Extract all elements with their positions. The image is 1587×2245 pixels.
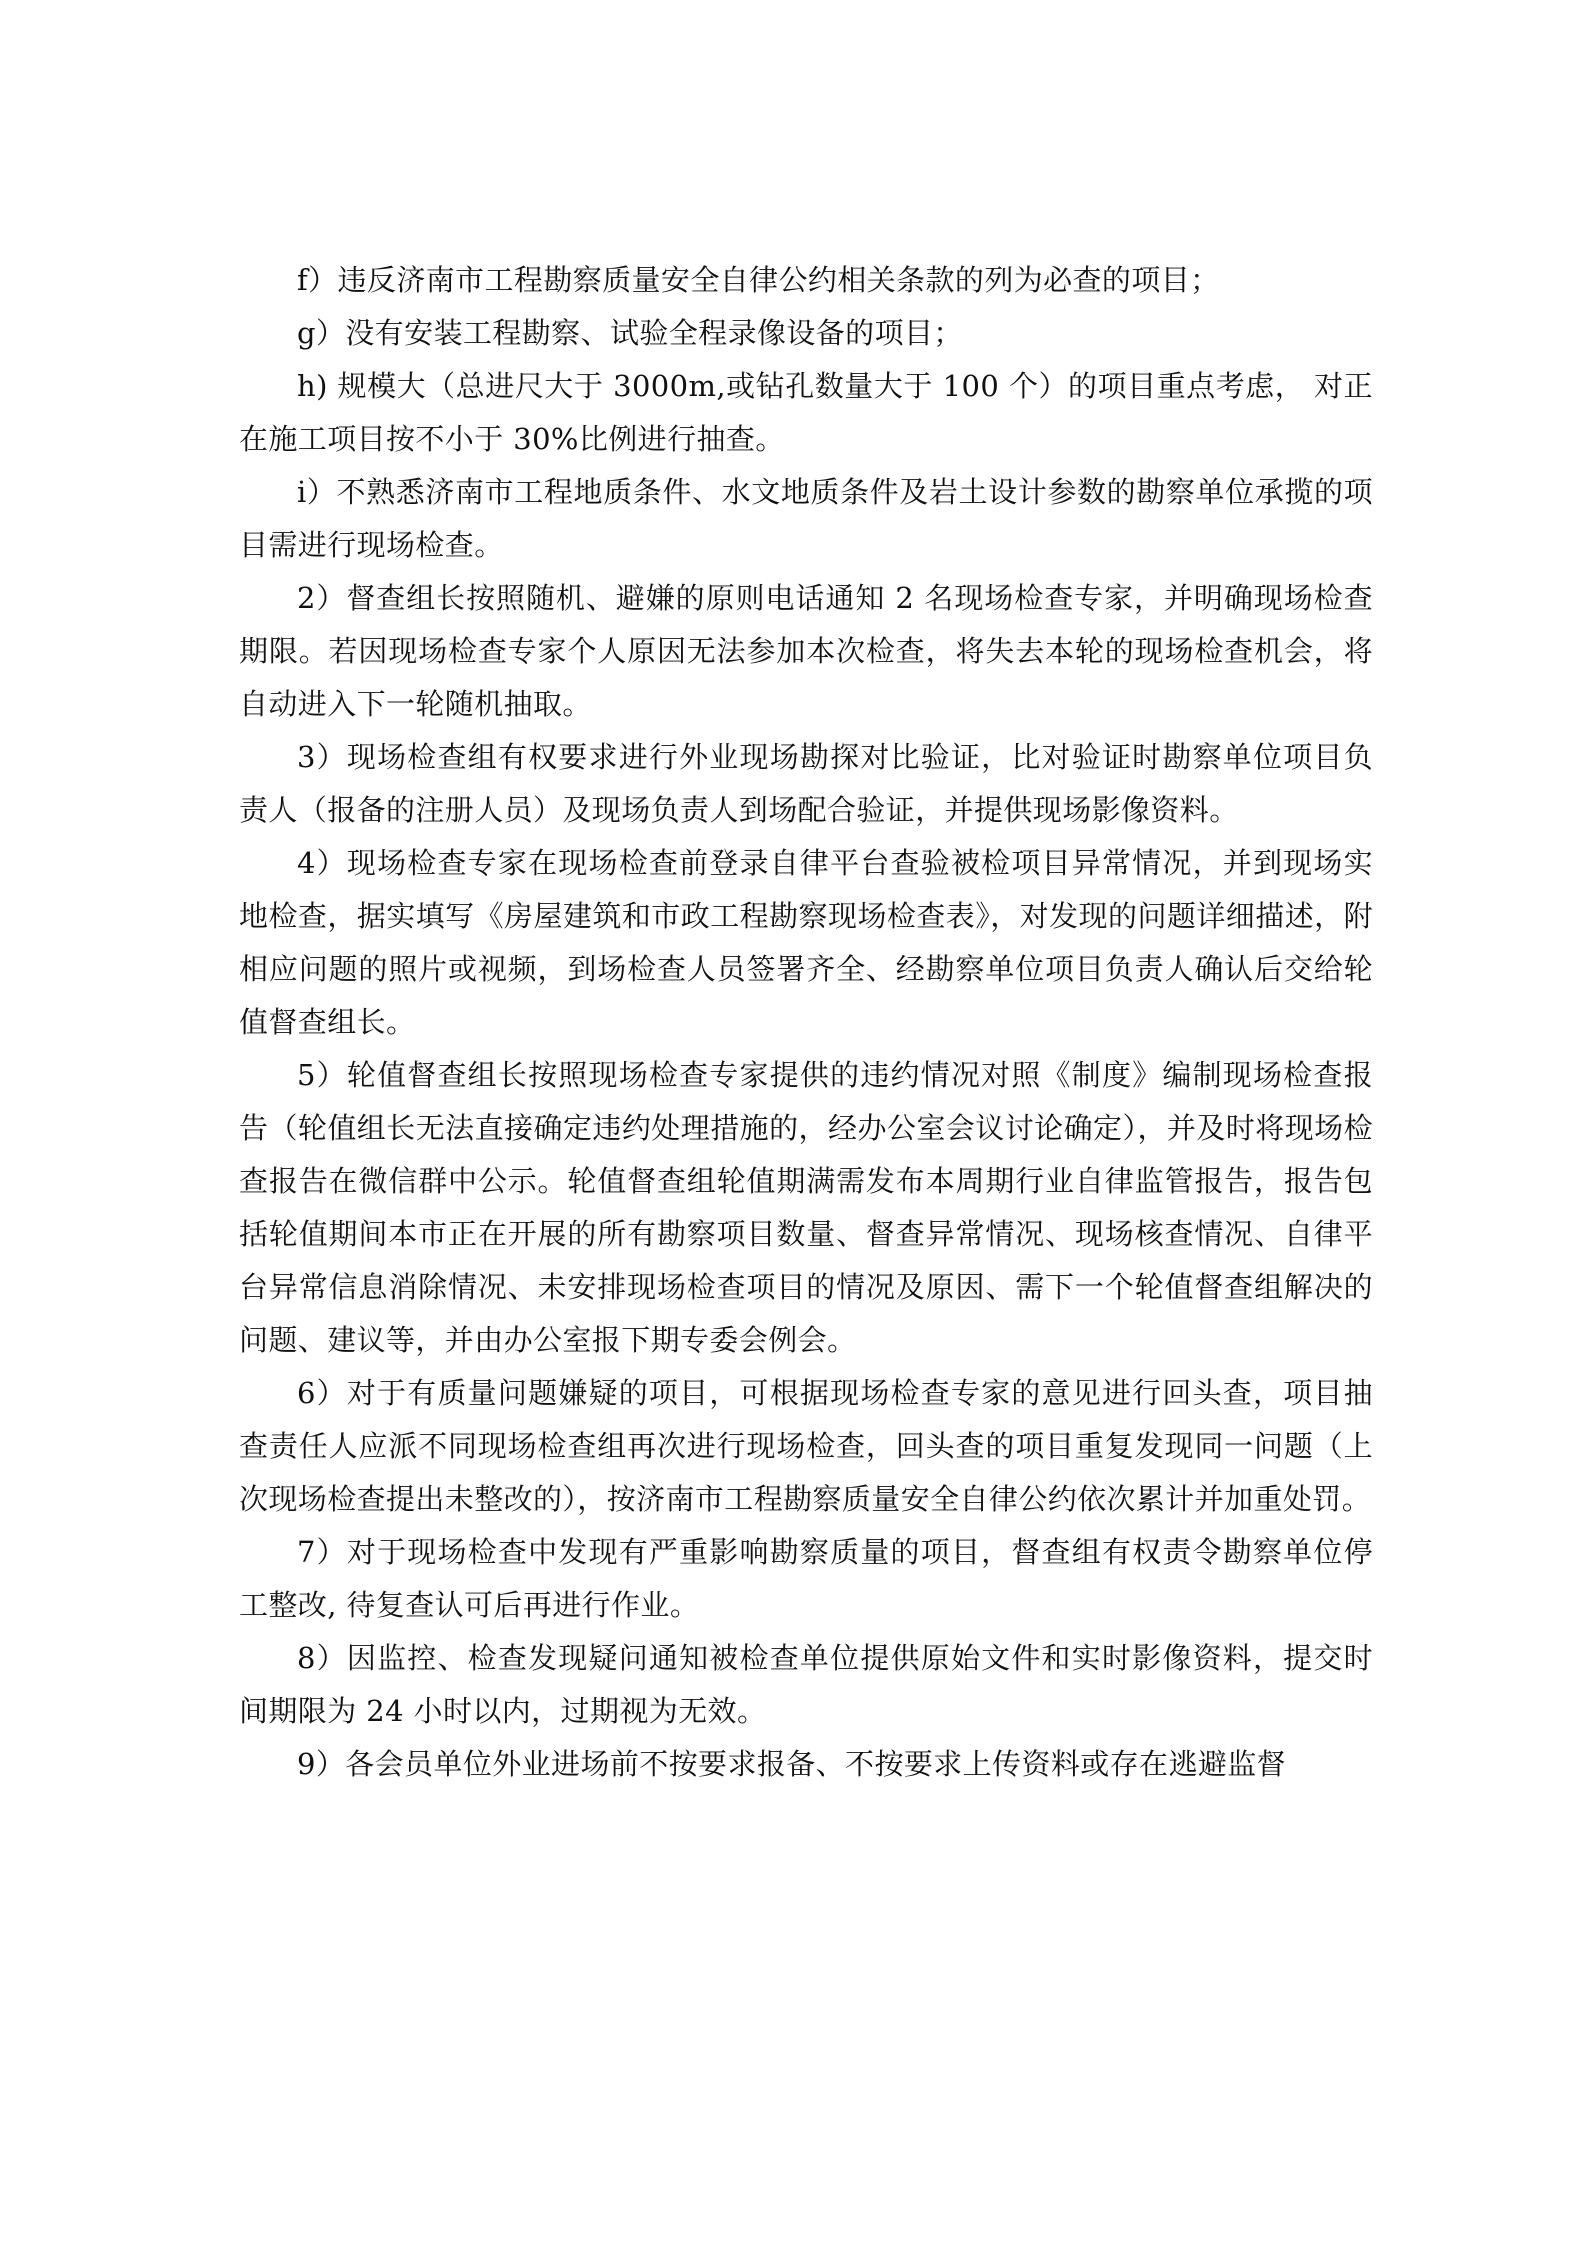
- paragraph-f: f）违反济南市工程勘察质量安全自律公约相关条款的列为必查的项目；: [297, 263, 1220, 297]
- paragraph-6: 6）对于有质量问题嫌疑的项目，可根据现场检查专家的意见进行回头查，项目抽查责任人应派不同现场检查组再次进行现场检查，回头查的项目重复发现同一问题（上次现场检查提出未整改的），按济南市工程勘察质量安全自律公约依次累计并加重处罚。: [239, 1376, 1373, 1516]
- paragraph-i: i）不熟悉济南市工程地质条件、水文地质条件及岩土设计参数的勘察单位承揽的项目需进行现场检查。: [239, 475, 1373, 562]
- paragraph-h: h) 规模大（总进尺大于 3000m,或钻孔数量大于 100 个）的项目重点考虑， 对正在施工项目按不小于 30%比例进行抽查。: [239, 369, 1373, 456]
- document-body: [239, 254, 1373, 1791]
- paragraph-5: 5）轮值督查组长按照现场检查专家提供的违约情况对照《制度》编制现场检查报告（轮值组长无法直接确定违约处理措施的，经办公室会议讨论确定），并及时将现场检查报告在微信群中公示。轮值督查组轮值期满需发布本周期行业自律监管报告，报告包括轮值期间本市正在开展的所有勘察项目数量、督查异常情况、现场核查情况、自律平台异常信息消除情况、未安排现场检查项目的情况及原因、需下一个轮值督查组解决的问题、建议等，并由办公室报下期专委会例会。: [239, 1058, 1373, 1357]
- paragraph-7: 7）对于现场检查中发现有严重影响勘察质量的项目，督查组有权责令勘察单位停工整改, 待复查认可后再进行作业。: [239, 1535, 1373, 1622]
- paragraph-3: 3）现场检查组有权要求进行外业现场勘探对比验证，比对验证时勘察单位项目负责人（报备的注册人员）及现场负责人到场配合验证，并提供现场影像资料。: [239, 740, 1373, 827]
- paragraph-2: 2）督查组长按照随机、避嫌的原则电话通知 2 名现场检查专家，并明确现场检查期限。若因现场检查专家个人原因无法参加本次检查，将失去本轮的现场检查机会，将自动进入下一轮随机抽取。: [239, 581, 1373, 721]
- paragraph-9: 9）各会员单位外业进场前不按要求报备、不按要求上传资料或存在逃避监督: [297, 1747, 1287, 1781]
- paragraph-4: 4）现场检查专家在现场检查前登录自律平台查验被检项目异常情况，并到现场实地检查，据实填写《房屋建筑和市政工程勘察现场检查表》，对发现的问题详细描述，附相应问题的照片或视频，到场检查人员签署齐全、经勘察单位项目负责人确认后交给轮值督查组长。: [239, 846, 1373, 1039]
- paragraph-g: g）没有安装工程勘察、试验全程录像设备的项目；: [297, 316, 963, 350]
- paragraph-8: 8）因监控、检查发现疑问通知被检查单位提供原始文件和实时影像资料，提交时间期限为 24 小时以内，过期视为无效。: [239, 1641, 1373, 1728]
